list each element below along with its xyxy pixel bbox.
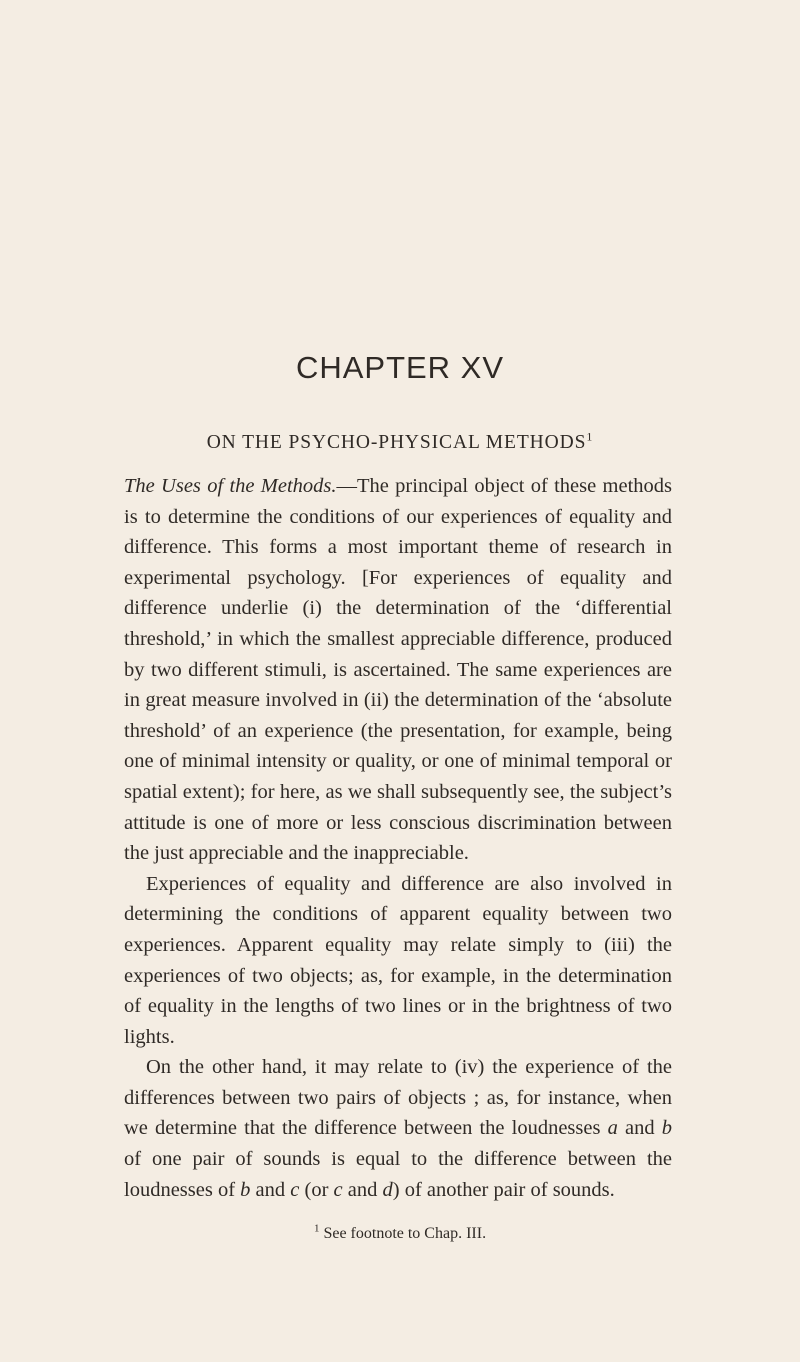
paragraph-2: Experiences of equality and difference are also involved in determining the conditions of apparent equality between two experiences. Apparent equality may relate simply to (iii) the experiences of two objects; as, for example, in the determination of equality in the lengths of two lines or in the brightness of two lights. (124, 872, 672, 1048)
paragraph-1 (124, 471, 672, 869)
footnote-reference: 1 (586, 429, 594, 444)
section-title (0, 429, 800, 454)
body-text (124, 471, 672, 1205)
variable: d (382, 1178, 393, 1201)
section-title-text: ON THE PSYCHO-PHYSICAL METHODS (206, 432, 587, 453)
text-run: On the other hand, it may relate to (iv) the experience of the differences between two pairs of objects ; as, for instance, when we determine that the difference between the loudnesses (124, 1056, 672, 1140)
text-run: ) of another pair of sounds. (392, 1178, 615, 1201)
paragraph-text: —The principal object of these methods is to determine the conditions of our experiences of equality and difference. This forms a most important theme of research in experimental psychology. [For experiences of equality and difference underlie (i) the determination of the ‘differential threshold,’ in which the smallest appreciable difference, produced by two different stimuli, is ascertained. The same experiences are in great measure involved in (ii) the determination of the ‘absolute threshold’ of an experience (the presentation, for example, being one of minimal intensity or quality, or one of minimal temporal or spatial extent); for here, as we shall subsequently see, the subject’s attitude is one of more or less conscious discrimination between the just appreciable and the inappreciable. (124, 475, 672, 865)
text-run: (or (299, 1178, 334, 1201)
text-run: and (342, 1178, 383, 1201)
footnote-marker: 1 (313, 1222, 320, 1235)
footnote-text: See footnote to Chap. III. (323, 1225, 487, 1242)
chapter-title: CHAPTER XV (295, 350, 505, 385)
variable: c (290, 1178, 300, 1201)
footnote (0, 1222, 800, 1243)
text-run: and (250, 1178, 291, 1201)
paragraph-3 (124, 1052, 672, 1205)
variable: c (333, 1178, 343, 1201)
variable: b (240, 1178, 251, 1201)
paragraph-heading: The Uses of the Methods. (124, 475, 337, 497)
variable: b (661, 1117, 672, 1140)
text-run: and (617, 1117, 662, 1140)
text-run: of one pair of sounds is equal to the difference between the loudnesses of (124, 1148, 672, 1201)
variable: a (607, 1117, 618, 1140)
